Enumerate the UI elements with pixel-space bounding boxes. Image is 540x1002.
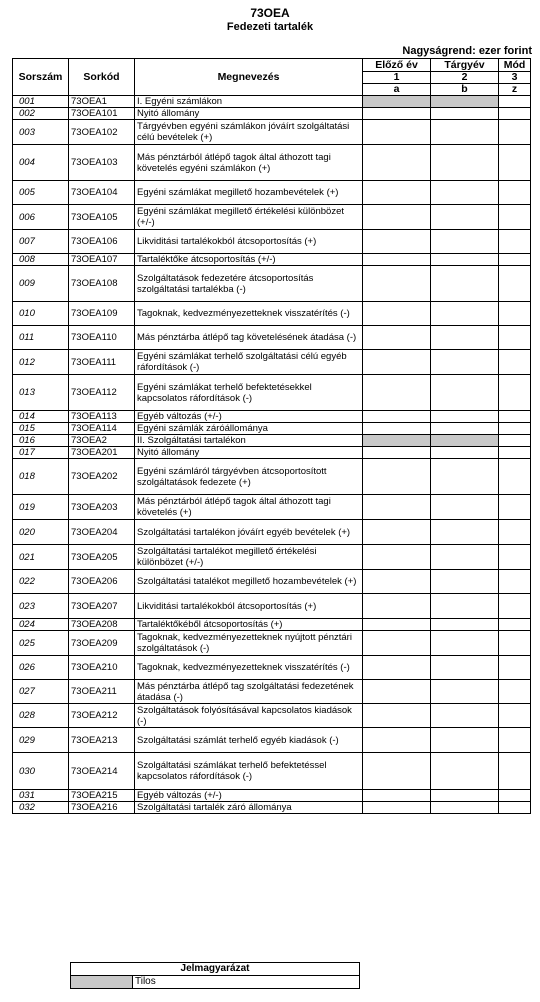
row-number: 031 xyxy=(13,790,69,802)
row-name: Egyéni számlákat terhelő szolgáltatási célú egyéb ráfordítások (-) xyxy=(135,350,363,375)
value-prev-year[interactable] xyxy=(363,728,431,753)
row-number: 002 xyxy=(13,108,69,120)
value-curr-year[interactable] xyxy=(431,495,499,520)
value-prev-year[interactable] xyxy=(363,619,431,631)
data-table xyxy=(12,58,531,814)
table-row xyxy=(13,656,531,680)
value-mod[interactable] xyxy=(499,704,531,728)
value-curr-year[interactable] xyxy=(431,145,499,181)
legend-table xyxy=(70,962,360,989)
value-curr-year[interactable] xyxy=(431,411,499,423)
legend-title: Jelmagyarázat xyxy=(71,963,360,976)
value-curr-year[interactable] xyxy=(431,108,499,120)
row-name: Egyéni számlákat megillető értékelési különbözet (+/-) xyxy=(135,205,363,230)
value-mod[interactable] xyxy=(499,411,531,423)
row-name: Nyitó állomány xyxy=(135,108,363,120)
legend-tilos: Tilos xyxy=(133,976,360,989)
value-prev-year[interactable] xyxy=(363,302,431,326)
value-prev-year[interactable] xyxy=(363,423,431,435)
table-row xyxy=(13,302,531,326)
value-mod[interactable] xyxy=(499,790,531,802)
value-mod[interactable] xyxy=(499,96,531,108)
value-prev-year xyxy=(363,96,431,108)
value-mod[interactable] xyxy=(499,326,531,350)
row-number: 006 xyxy=(13,205,69,230)
value-mod[interactable] xyxy=(499,423,531,435)
value-prev-year[interactable] xyxy=(363,495,431,520)
table-row xyxy=(13,254,531,266)
value-prev-year[interactable] xyxy=(363,520,431,545)
row-number: 015 xyxy=(13,423,69,435)
row-name: Más pénztárból átlépő tagok által áthozott tagi követelés (+) xyxy=(135,495,363,520)
table-row xyxy=(13,350,531,375)
row-number: 028 xyxy=(13,704,69,728)
value-prev-year[interactable] xyxy=(363,266,431,302)
table-row xyxy=(13,680,531,704)
row-code: 73OEA201 xyxy=(69,447,135,459)
row-number: 016 xyxy=(13,435,69,447)
value-prev-year[interactable] xyxy=(363,802,431,814)
value-curr-year[interactable] xyxy=(431,753,499,790)
value-curr-year[interactable] xyxy=(431,350,499,375)
value-mod[interactable] xyxy=(499,680,531,704)
row-name: Egyéni számlákat terhelő befektetésekkel kapcsolatos ráfordítások (-) xyxy=(135,375,363,411)
value-prev-year[interactable] xyxy=(363,326,431,350)
row-code: 73OEA214 xyxy=(69,753,135,790)
value-mod[interactable] xyxy=(499,145,531,181)
header-let-z: z xyxy=(499,84,531,96)
value-curr-year[interactable] xyxy=(431,680,499,704)
row-number: 029 xyxy=(13,728,69,753)
value-curr-year[interactable] xyxy=(431,120,499,145)
row-number: 007 xyxy=(13,230,69,254)
table-row xyxy=(13,704,531,728)
header-num-2: 2 xyxy=(431,72,499,84)
value-prev-year[interactable] xyxy=(363,205,431,230)
value-prev-year[interactable] xyxy=(363,631,431,656)
value-curr-year[interactable] xyxy=(431,520,499,545)
row-code: 73OEA211 xyxy=(69,680,135,704)
row-code: 73OEA114 xyxy=(69,423,135,435)
row-code: 73OEA109 xyxy=(69,302,135,326)
value-curr-year xyxy=(431,435,499,447)
row-number: 012 xyxy=(13,350,69,375)
row-number: 027 xyxy=(13,680,69,704)
row-name: Más pénztárba átlépő tag szolgáltatási fedezetének átadása (-) xyxy=(135,680,363,704)
row-name: Szolgáltatási számlát terhelő egyéb kiadások (-) xyxy=(135,728,363,753)
form-code: 73OEA xyxy=(250,6,290,20)
value-curr-year[interactable] xyxy=(431,619,499,631)
row-code: 73OEA104 xyxy=(69,181,135,205)
row-number: 011 xyxy=(13,326,69,350)
row-name: Egyéni számlák záróállománya xyxy=(135,423,363,435)
value-mod[interactable] xyxy=(499,728,531,753)
row-code: 73OEA1 xyxy=(69,96,135,108)
table-row xyxy=(13,545,531,570)
value-mod[interactable] xyxy=(499,594,531,619)
row-number: 005 xyxy=(13,181,69,205)
value-prev-year[interactable] xyxy=(363,790,431,802)
value-prev-year[interactable] xyxy=(363,704,431,728)
row-number: 032 xyxy=(13,802,69,814)
row-number: 022 xyxy=(13,570,69,594)
value-prev-year[interactable] xyxy=(363,108,431,120)
value-mod[interactable] xyxy=(499,459,531,495)
row-number: 010 xyxy=(13,302,69,326)
row-number: 004 xyxy=(13,145,69,181)
header-prev-year: Előző év xyxy=(363,59,431,72)
row-number: 025 xyxy=(13,631,69,656)
row-code: 73OEA101 xyxy=(69,108,135,120)
value-prev-year[interactable] xyxy=(363,594,431,619)
row-number: 003 xyxy=(13,120,69,145)
row-number: 008 xyxy=(13,254,69,266)
value-curr-year[interactable] xyxy=(431,594,499,619)
row-code: 73OEA113 xyxy=(69,411,135,423)
row-code: 73OEA204 xyxy=(69,520,135,545)
row-code: 73OEA111 xyxy=(69,350,135,375)
row-name: Szolgáltatások folyósításával kapcsolatos kiadások (-) xyxy=(135,704,363,728)
value-curr-year[interactable] xyxy=(431,802,499,814)
row-code: 73OEA105 xyxy=(69,205,135,230)
table-row xyxy=(13,802,531,814)
table-row xyxy=(13,145,531,181)
row-name: Tartaléktőke átcsoportosítás (+/-) xyxy=(135,254,363,266)
row-name: Nyitó állomány xyxy=(135,447,363,459)
row-code: 73OEA110 xyxy=(69,326,135,350)
value-prev-year[interactable] xyxy=(363,181,431,205)
value-curr-year[interactable] xyxy=(431,375,499,411)
value-prev-year[interactable] xyxy=(363,753,431,790)
header-num-3: 3 xyxy=(499,72,531,84)
row-name: Szolgáltatások fedezetére átcsoportosítás szolgáltatási tartalékba (-) xyxy=(135,266,363,302)
header-curr-year: Tárgyév xyxy=(431,59,499,72)
table-row xyxy=(13,108,531,120)
value-curr-year[interactable] xyxy=(431,545,499,570)
value-mod[interactable] xyxy=(499,447,531,459)
row-number: 018 xyxy=(13,459,69,495)
value-mod[interactable] xyxy=(499,375,531,411)
value-mod[interactable] xyxy=(499,570,531,594)
value-mod[interactable] xyxy=(499,631,531,656)
value-curr-year[interactable] xyxy=(431,631,499,656)
row-name: Szolgáltatási tatalékot megillető hozambevételek (+) xyxy=(135,570,363,594)
value-prev-year[interactable] xyxy=(363,545,431,570)
table-row xyxy=(13,181,531,205)
value-mod[interactable] xyxy=(499,120,531,145)
value-curr-year xyxy=(431,96,499,108)
value-curr-year[interactable] xyxy=(431,230,499,254)
value-prev-year[interactable] xyxy=(363,145,431,181)
table-row xyxy=(13,520,531,545)
value-mod[interactable] xyxy=(499,108,531,120)
value-prev-year[interactable] xyxy=(363,447,431,459)
row-number: 024 xyxy=(13,619,69,631)
table-row xyxy=(13,375,531,411)
row-number: 023 xyxy=(13,594,69,619)
row-name: Szolgáltatási tartalékot megillető értékelési különbözet (+/-) xyxy=(135,545,363,570)
row-number: 013 xyxy=(13,375,69,411)
value-prev-year[interactable] xyxy=(363,411,431,423)
value-mod[interactable] xyxy=(499,266,531,302)
table-row xyxy=(13,411,531,423)
table-row xyxy=(13,266,531,302)
row-code: 73OEA106 xyxy=(69,230,135,254)
row-number: 017 xyxy=(13,447,69,459)
row-code: 73OEA215 xyxy=(69,790,135,802)
value-curr-year[interactable] xyxy=(431,790,499,802)
value-curr-year[interactable] xyxy=(431,459,499,495)
table-row xyxy=(13,326,531,350)
value-mod[interactable] xyxy=(499,205,531,230)
row-name: Szolgáltatási tartalékon jóváírt egyéb bevételek (+) xyxy=(135,520,363,545)
row-code: 73OEA103 xyxy=(69,145,135,181)
value-mod[interactable] xyxy=(499,435,531,447)
row-name: Tartaléktőkéből átcsoportosítás (+) xyxy=(135,619,363,631)
value-curr-year[interactable] xyxy=(431,266,499,302)
row-code: 73OEA209 xyxy=(69,631,135,656)
row-number: 014 xyxy=(13,411,69,423)
row-code: 73OEA205 xyxy=(69,545,135,570)
row-number: 001 xyxy=(13,96,69,108)
table-row xyxy=(13,423,531,435)
value-curr-year[interactable] xyxy=(431,704,499,728)
row-number: 019 xyxy=(13,495,69,520)
value-prev-year[interactable] xyxy=(363,350,431,375)
row-name: Egyéb változás (+/-) xyxy=(135,790,363,802)
value-curr-year[interactable] xyxy=(431,181,499,205)
value-mod[interactable] xyxy=(499,753,531,790)
row-number: 020 xyxy=(13,520,69,545)
row-name: Tagoknak, kedvezményezetteknek visszatérítés (-) xyxy=(135,302,363,326)
value-prev-year[interactable] xyxy=(363,254,431,266)
table-row xyxy=(13,790,531,802)
row-code: 73OEA213 xyxy=(69,728,135,753)
table-row xyxy=(13,230,531,254)
table-row xyxy=(13,631,531,656)
row-code: 73OEA210 xyxy=(69,656,135,680)
row-code: 73OEA216 xyxy=(69,802,135,814)
header-sorszam: Sorszám xyxy=(13,59,69,96)
legend-swatch xyxy=(71,976,133,989)
row-code: 73OEA212 xyxy=(69,704,135,728)
row-code: 73OEA2 xyxy=(69,435,135,447)
value-curr-year[interactable] xyxy=(431,656,499,680)
table-row xyxy=(13,459,531,495)
value-curr-year[interactable] xyxy=(431,423,499,435)
row-code: 73OEA208 xyxy=(69,619,135,631)
row-code: 73OEA207 xyxy=(69,594,135,619)
row-name: Tagoknak, kedvezményezetteknek visszatérítés (-) xyxy=(135,656,363,680)
row-number: 030 xyxy=(13,753,69,790)
row-name: Szolgáltatási számlákat terhelő befektetéssel kapcsolatos ráfordítások (-) xyxy=(135,753,363,790)
value-curr-year[interactable] xyxy=(431,326,499,350)
table-row xyxy=(13,570,531,594)
value-curr-year[interactable] xyxy=(431,570,499,594)
value-curr-year[interactable] xyxy=(431,302,499,326)
value-mod[interactable] xyxy=(499,619,531,631)
value-prev-year[interactable] xyxy=(363,230,431,254)
row-name: Más pénztárból átlépő tagok által áthozott tagi követelés egyéni számlákon (+) xyxy=(135,145,363,181)
header-let-b: b xyxy=(431,84,499,96)
row-number: 021 xyxy=(13,545,69,570)
value-prev-year[interactable] xyxy=(363,120,431,145)
value-curr-year[interactable] xyxy=(431,447,499,459)
row-code: 73OEA203 xyxy=(69,495,135,520)
table-row xyxy=(13,447,531,459)
row-name: Egyéni számlákat megillető hozambevételek (+) xyxy=(135,181,363,205)
row-code: 73OEA107 xyxy=(69,254,135,266)
row-name: Tárgyévben egyéni számlákon jóváírt szolgáltatási célú bevételek (+) xyxy=(135,120,363,145)
row-name: Más pénztárba átlépő tag követelésének átadása (-) xyxy=(135,326,363,350)
row-code: 73OEA112 xyxy=(69,375,135,411)
row-code: 73OEA202 xyxy=(69,459,135,495)
value-curr-year[interactable] xyxy=(431,728,499,753)
header-megnevezes: Megnevezés xyxy=(135,59,363,96)
table-row xyxy=(13,753,531,790)
value-mod[interactable] xyxy=(499,495,531,520)
table-row xyxy=(13,594,531,619)
row-name: I. Egyéni számlákon xyxy=(135,96,363,108)
row-name: II. Szolgáltatási tartalékon xyxy=(135,435,363,447)
value-curr-year[interactable] xyxy=(431,254,499,266)
table-row xyxy=(13,495,531,520)
value-mod[interactable] xyxy=(499,350,531,375)
unit-label: Nagyságrend: ezer forint xyxy=(402,45,532,57)
value-mod[interactable] xyxy=(499,181,531,205)
value-mod[interactable] xyxy=(499,545,531,570)
row-name: Egyéni számláról tárgyévben átcsoportosított szolgáltatások fedezete (+) xyxy=(135,459,363,495)
row-name: Egyéb változás (+/-) xyxy=(135,411,363,423)
row-code: 73OEA102 xyxy=(69,120,135,145)
row-number: 009 xyxy=(13,266,69,302)
value-mod[interactable] xyxy=(499,656,531,680)
value-prev-year[interactable] xyxy=(363,656,431,680)
value-curr-year[interactable] xyxy=(431,205,499,230)
form-title: Fedezeti tartalék xyxy=(226,21,314,33)
value-prev-year[interactable] xyxy=(363,570,431,594)
header-let-a: a xyxy=(363,84,431,96)
value-mod[interactable] xyxy=(499,254,531,266)
table-row xyxy=(13,120,531,145)
header-sorkod: Sorkód xyxy=(69,59,135,96)
row-name: Likviditási tartalékokból átcsoportosítás (+) xyxy=(135,230,363,254)
row-number: 026 xyxy=(13,656,69,680)
table-row xyxy=(13,205,531,230)
row-name: Tagoknak, kedvezményezetteknek nyújtott pénztári szolgáltatások (-) xyxy=(135,631,363,656)
table-row xyxy=(13,96,531,108)
value-mod[interactable] xyxy=(499,520,531,545)
table-body xyxy=(13,96,531,814)
row-name: Likviditási tartalékokból átcsoportosítás (+) xyxy=(135,594,363,619)
value-mod[interactable] xyxy=(499,230,531,254)
table-row xyxy=(13,435,531,447)
value-mod[interactable] xyxy=(499,302,531,326)
row-code: 73OEA108 xyxy=(69,266,135,302)
value-prev-year[interactable] xyxy=(363,680,431,704)
value-prev-year xyxy=(363,435,431,447)
header-mod: Mód xyxy=(499,59,531,72)
value-mod[interactable] xyxy=(499,802,531,814)
value-prev-year[interactable] xyxy=(363,375,431,411)
table-row xyxy=(13,619,531,631)
value-prev-year[interactable] xyxy=(363,459,431,495)
header-num-1: 1 xyxy=(363,72,431,84)
table-row xyxy=(13,728,531,753)
row-code: 73OEA206 xyxy=(69,570,135,594)
row-name: Szolgáltatási tartalék záró állománya xyxy=(135,802,363,814)
